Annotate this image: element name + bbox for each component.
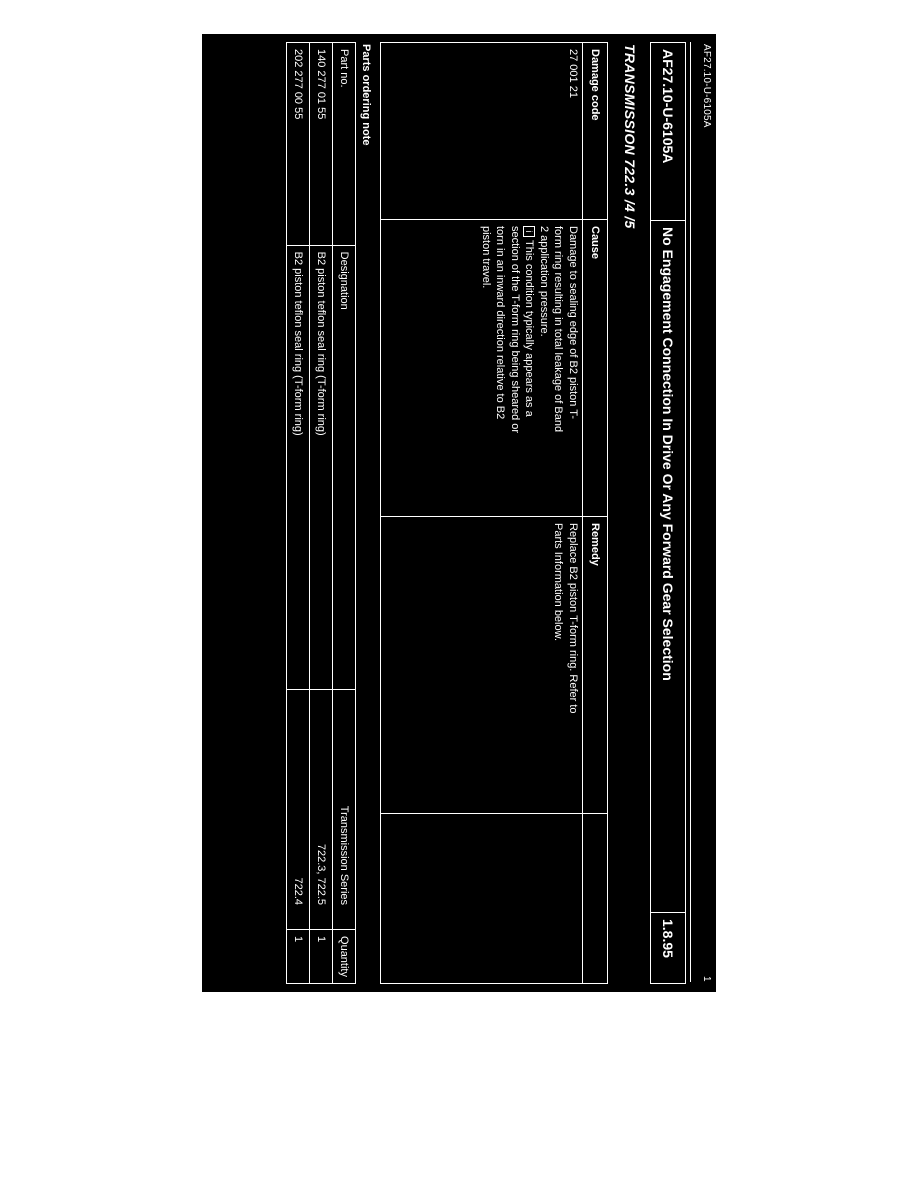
remedy-line: Parts Information below. (552, 523, 565, 642)
header-part-no: Part no. (333, 43, 356, 246)
title-table (650, 42, 686, 984)
header-series: Transmission Series (333, 689, 356, 929)
header-rule (690, 42, 691, 982)
header-blank (583, 814, 608, 984)
header-damage-code: Damage code (583, 43, 608, 220)
info-icon: i (524, 226, 536, 237)
header-doc-code: AF27.10-U-6105A (701, 44, 712, 128)
cause-cell (381, 220, 583, 517)
damage-table (380, 42, 608, 984)
series: 722.3, 722.5 (310, 689, 333, 929)
table-row (310, 43, 333, 984)
title-code: AF27.10-U-6105A (651, 43, 686, 221)
note-line: torn in an inward direction relative to B2 (494, 226, 507, 420)
part-no: 140 277 01 55 (310, 43, 333, 246)
note-line: section of the T-form ring being sheared or (509, 226, 521, 434)
document-date: 1.8.95 (651, 913, 686, 984)
part-no: 202 277 00 55 (287, 43, 310, 246)
remedy-cell (381, 517, 583, 814)
header-quantity: Quantity (333, 930, 356, 984)
remedy-line: Replace B2 piston T-form ring. Refer to (567, 523, 579, 714)
cause-line: Damage to sealing edge of B2 piston T- (567, 226, 579, 420)
page-number: 1 (701, 976, 712, 982)
header-cause: Cause (583, 220, 608, 517)
note-line: iThis condition typically appears as a (522, 226, 537, 510)
note-line: piston travel. (480, 226, 492, 289)
table-row (287, 43, 310, 984)
quantity: 1 (310, 930, 333, 984)
designation: B2 piston teflon seal ring (T-form ring) (287, 245, 310, 689)
parts-table (286, 42, 356, 984)
designation: B2 piston teflon seal ring (T-form ring) (310, 245, 333, 689)
damage-code-value: 27 001 21 (381, 43, 583, 220)
transmission-subtitle: TRANSMISSION 722.3 /4 /5 (622, 44, 638, 229)
cause-line: form ring resulting in total leakage of Band (552, 226, 565, 433)
quantity: 1 (287, 930, 310, 984)
scanned-document (202, 34, 716, 992)
blank-cell (381, 814, 583, 984)
parts-title: Parts ordering note (360, 44, 372, 146)
series: 722.4 (287, 689, 310, 929)
header-remedy: Remedy (583, 517, 608, 814)
header-designation: Designation (333, 245, 356, 689)
cause-line: 2 application pressure. (538, 226, 550, 337)
rotated-page (202, 34, 716, 992)
document-title: No Engagement Connection In Drive Or Any Forward Gear Selection (651, 221, 686, 913)
